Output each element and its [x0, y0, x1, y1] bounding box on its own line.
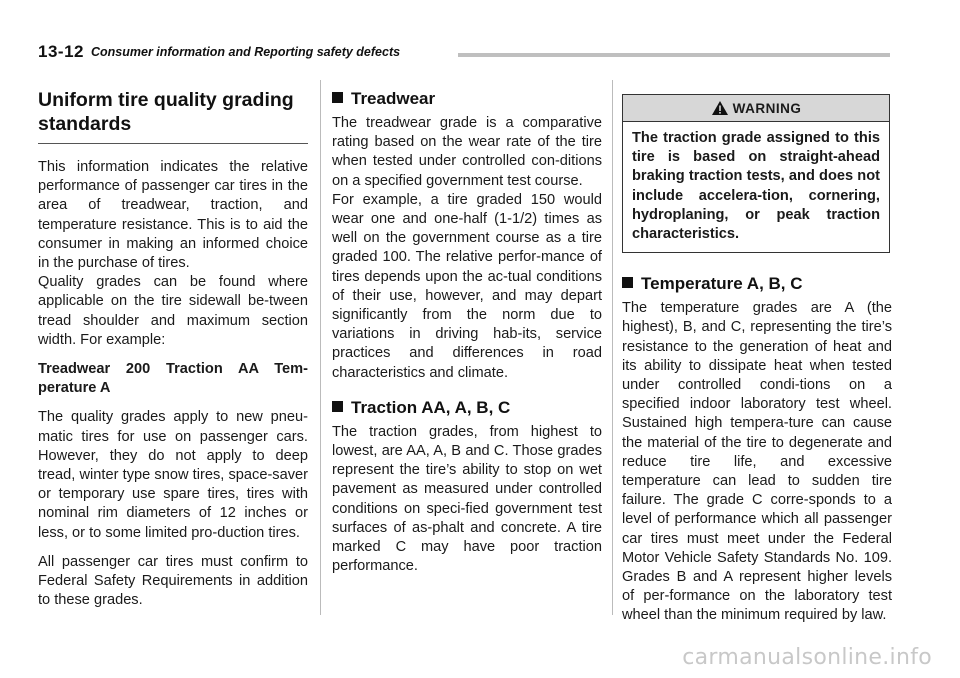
location-paragraph: Quality grades can be found where applicable on the tire sidewall be-tween tread shoulder and maximum section width. For example: [38, 274, 308, 348]
treadwear-paragraph-1: The treadwear grade is a comparative rating based on the wear rate of the tire when tested under controlled con-ditions on a specified government test course. [332, 115, 602, 189]
column-divider [612, 80, 613, 615]
requirements-paragraph: All passenger car tires must confirm to Federal Safety Requirements in addition to these grades. [38, 553, 308, 609]
page-title: Uniform tire quality grading standards [38, 89, 294, 135]
page-header [38, 42, 890, 62]
temperature-paragraph: The temperature grades are A (the highest), B, and C, representing the tire’s resistance to the generation of heat and its ability to dissipate heat when tested under controlled condi-tions on a specified indoor laboratory test wheel. Sustained high tempera-ture can cause the material of the tire to degenerate and reduce tire life, and excessive temperature can lead to sudden tire failure. The grade C corre-sponds to a level of performance which all passenger car tires must meet under the Federal Motor Vehicle Safety Standards No. 109. Grades B and A represent higher levels of per-formance on the laboratory test wheel than the minimum required by law. [622, 300, 892, 624]
section-title: Consumer information and Reporting safety defects [91, 45, 401, 59]
column-2 [332, 88, 602, 576]
square-bullet-icon [622, 277, 633, 288]
treadwear-heading-text: Treadwear [351, 89, 436, 108]
square-bullet-icon [332, 92, 343, 103]
column-3 [622, 88, 892, 626]
treadwear-paragraph-2: For example, a tire graded 150 would wear one and one-half (1-1/2) times as well on the government course as a tire graded 100. The relative perfor-mance of tires depends upon the ac-tual conditions of their use, however, and may depart significantly from the norm due to variations in driving hab-its, service practices and differences in road characteristics and climate. [332, 191, 602, 381]
warning-text: The traction grade assigned to this tire is based on straight-ahead braking traction tests, and does not include accelera-tion, cornering, hydroplaning, or peak traction characteristics. [632, 130, 880, 243]
applicability-paragraph: The quality grades apply to new pneu-matic tires for use on passenger cars. However, they do not apply to deep tread, winter type snow tires, space-saver or temporary use spare tires, tires with nominal rim diameters of 12 inches or less, or to some limited pro-duction tires. [38, 409, 308, 541]
example-grade: Treadwear 200 Traction AA Tem-perature A [38, 361, 308, 397]
traction-heading [332, 397, 602, 418]
temperature-heading [622, 273, 892, 294]
traction-heading-text: Traction AA, A, B, C [351, 397, 511, 417]
traction-paragraph: The traction grades, from highest to lowest, are AA, A, B and C. Those grades represent the tire’s ability to stop on wet pavement as measured under controlled conditions on speci-fied government test surfaces of as-phalt and concrete. A tire marked C may have poor traction performance. [332, 423, 602, 575]
title-rule [38, 143, 308, 144]
column-divider [320, 80, 321, 615]
temperature-heading-text: Temperature A, B, C [641, 274, 803, 294]
warning-label: WARNING [732, 100, 802, 116]
watermark: carmanualsonline.info [682, 645, 932, 670]
square-bullet-icon [332, 401, 343, 412]
page-number: 13-12 [38, 42, 84, 61]
warning-box [622, 94, 890, 253]
intro-paragraph: This information indicates the relative performance of passenger car tires in the area of treadwear, traction, and temperature resistance. This is to aid the consumer in making an informed choice in the purchase of tires. [38, 159, 308, 272]
header-rule [458, 53, 890, 57]
column-1 [38, 88, 308, 610]
warning-header [623, 95, 889, 122]
warning-triangle-icon [711, 100, 729, 116]
treadwear-heading [332, 88, 602, 109]
